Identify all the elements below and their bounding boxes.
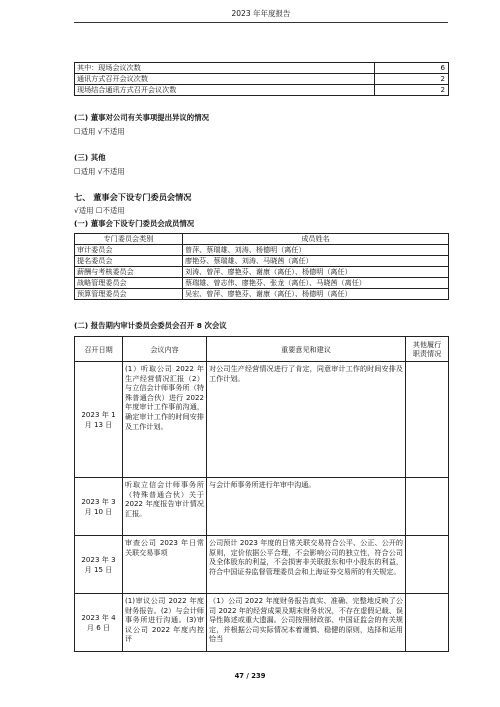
meeting-advice: 公司预计 2023 年度的日常关联交易符合公平、公正、公开的原则，定价依据公平合理，不会影响公司的独立性，符合公司及全体股东的利益，不会损害非关联股东和中小股东的利益，符合中国证券监督管理委员会和上海证券交易所的有关规定。 xyxy=(207,536,406,594)
applicability-options: √适用 ☐不适用 xyxy=(74,206,125,215)
meeting-content: 审查公司 2023 年日常关联交易事项 xyxy=(123,536,207,594)
committee-category: 预算管理委员会 xyxy=(75,289,183,300)
meeting-other-duties xyxy=(406,478,449,536)
audit-meetings-table xyxy=(74,336,449,652)
row-value: 6 xyxy=(375,63,449,74)
committee-members: 曾萍、蔡瑞雄、刘涛、杨德明（离任） xyxy=(183,245,449,256)
section-heading-objections: (二) 董事对公司有关事项提出异议的情况 xyxy=(74,113,209,122)
report-title: 2023 年年度报告 xyxy=(231,9,291,18)
page-number: 47 / 239 xyxy=(234,672,266,680)
committee-members: 蔡瑞雄、曾志伟、廖艳芬、张龙（离任）、马晓茜（离任） xyxy=(183,278,449,289)
column-header: 会议内容 xyxy=(123,337,207,362)
table-row xyxy=(75,478,449,536)
meeting-content: 听取立信会计师事务所（特殊普通合伙）关于 2022 年度报告审计情况汇报。 xyxy=(123,478,207,536)
column-header: 召开日期 xyxy=(75,337,123,362)
meeting-count-table xyxy=(74,62,449,96)
table-row xyxy=(75,536,449,594)
table-row xyxy=(75,256,449,267)
table-row xyxy=(75,85,449,96)
row-label: 通讯方式召开会议次数 xyxy=(75,74,375,85)
table-row xyxy=(75,362,449,478)
committee-members: 廖艳芬、蔡瑞雄、刘涛、马晓茜（离任） xyxy=(183,256,449,267)
applicability-options: ☐适用 √不适用 xyxy=(74,127,125,136)
table-row xyxy=(75,63,449,74)
committee-category: 薪酬与考核委员会 xyxy=(75,267,183,278)
applicability-options: ☐适用 √不适用 xyxy=(74,167,125,176)
table-row xyxy=(75,74,449,85)
committee-category: 审计委员会 xyxy=(75,245,183,256)
subsection-heading-audit-meetings: (二) 报告期内审计委员会委员会召开 8 次会议 xyxy=(74,321,227,330)
column-header: 其他履行 职责情况 xyxy=(406,337,449,362)
committee-category: 提名委员会 xyxy=(75,256,183,267)
meeting-date: 2023 年 3 月 15 日 xyxy=(75,536,123,594)
table-row xyxy=(75,594,449,652)
meeting-other-duties xyxy=(406,362,449,478)
meeting-advice: 对公司生产经营情况进行了肯定，同意审计工作的时间安排及工作计划。 xyxy=(207,362,406,478)
meeting-other-duties xyxy=(406,536,449,594)
table-header-row xyxy=(75,234,449,245)
table-row xyxy=(75,289,449,300)
column-header: 专门委员会类别 xyxy=(75,234,183,245)
meeting-date: 2023 年 3 月 10 日 xyxy=(75,478,123,536)
section-heading-committees: 七、 董事会下设专门委员会情况 xyxy=(74,192,192,202)
meeting-date: 2023 年 4 月 6 日 xyxy=(75,594,123,652)
row-value: 2 xyxy=(375,74,449,85)
meeting-advice: 与会计师事务所进行年审中沟通。 xyxy=(207,478,406,536)
column-header: 重要意见和建议 xyxy=(207,337,406,362)
meeting-advice: （1）公司 2022 年度财务报告真实、准确、完整地反映了公司 2022 年的经营成果及期末财务状况，不存在虚假记载、误导性陈述或重大遗漏。公司按照财政部、中国证监会的有关规定，并根据公司实际情况本着谨慎、稳健的原则，选择和运用恰当 xyxy=(207,594,406,652)
row-value: 2 xyxy=(375,85,449,96)
table-row xyxy=(75,267,449,278)
table-header-row xyxy=(75,337,449,362)
row-label: 其中：现场会议次数 xyxy=(75,63,375,74)
table-row xyxy=(75,245,449,256)
committee-category: 战略管理委员会 xyxy=(75,278,183,289)
meeting-content: (1）听取公司 2022 年生产经营情况汇报（2）与立信会计师事务所（特殊普通合伙）进行 2022 年度审计工作事前沟通，确定审计工作的时间安排及工作计划。 xyxy=(123,362,207,478)
section-heading-other: (三) 其他 xyxy=(74,153,106,162)
committee-members: 吴宏、曾萍、廖艳芬、谢康（离任）、杨德明（离任） xyxy=(183,289,449,300)
committee-members-table xyxy=(74,233,449,300)
row-label: 现场结合通讯方式召开会议次数 xyxy=(75,85,375,96)
committee-members: 刘涛、曾萍、廖艳芬、谢康（离任）、杨德明（离任） xyxy=(183,267,449,278)
subsection-heading-members: (一) 董事会下设专门委员会成员情况 xyxy=(74,219,195,228)
meeting-content: (1)审议公司 2022 年度财务报告。(2）与会计师事务所进行沟通。(3)审议公司 2022 年度内控评 xyxy=(123,594,207,652)
column-header: 成员姓名 xyxy=(183,234,449,245)
page-header xyxy=(74,8,448,23)
meeting-other-duties xyxy=(406,594,449,652)
table-row xyxy=(75,278,449,289)
meeting-date: 2023 年 1 月 13 日 xyxy=(75,362,123,478)
